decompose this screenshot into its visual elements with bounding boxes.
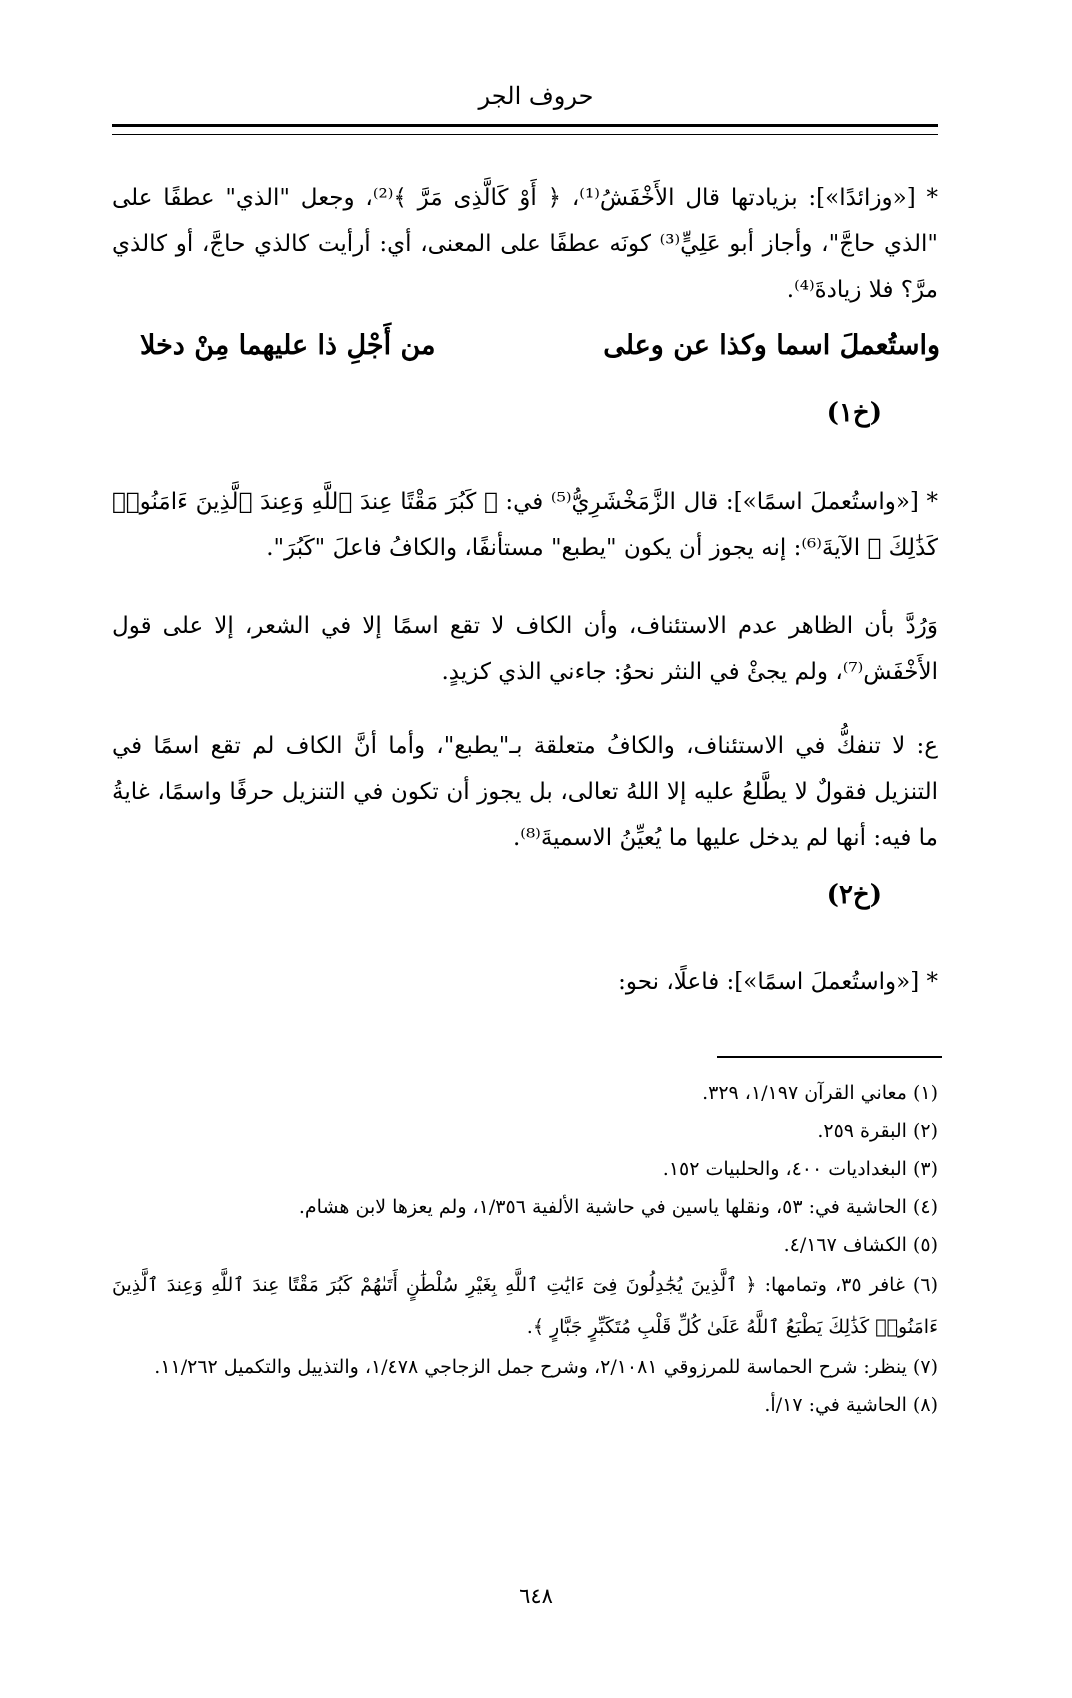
- verse-hemistich-right: واستُعملَ اسما وكذا عن وعلى: [603, 330, 940, 361]
- footnote-1: (١) معاني القرآن ١/١٩٧، ٣٢٩.: [702, 1082, 938, 1104]
- footnote-6: (٦) غافر ٣٥، وتمامها: ﴿ ٱلَّذِينَ يُجَٰدِلُونَ فِىٓ ءَايَٰتِ ٱللَّهِ بِغَيْرِ سُلْطَٰنٍ أَتَىٰهُمْ كَبُرَ مَقْتًا عِندَ ٱللَّهِ وَعِندَ ٱلَّذِينَ ءَامَنُوا۟ كَذَٰلِكَ يَطْبَعُ ٱللَّهُ عَلَىٰ كُلِّ قَلْبِ مُتَكَبِّرٍ جَبَّارٍ ﴾.: [112, 1274, 938, 1338]
- paragraph-2: * [«واستُعملَ اسمًا»]: قال الزَّمَخْشَرِيُّ⁽⁵⁾ في: ﴿ كَبُرَ مَقْتًا عِندَ ٱللَّهِ وَعِندَ ٱلَّذِينَ ءَامَنُوا۟ كَذَٰلِكَ ﴾ الآيةَ⁽⁶⁾: إنه يجوز أن يكون "يطبع" مستأنفًا، والكافُ فاعلَ "كَبُرَ".: [112, 489, 938, 561]
- footnote-5: (٥) الكشاف ٤/١٦٧.: [783, 1234, 938, 1256]
- header-rule-thin: [112, 134, 938, 135]
- paragraph-3: وَرُدَّ بأن الظاهر عدم الاستئناف، وأن الكاف لا تقع اسمًا إلا في الشعر، إلا على قول الأَخْفَش⁽⁷⁾، ولم يجئْ في النثر نحوُ: جاءني الذي كزيدٍ.: [112, 613, 938, 685]
- running-header-title: حروف الجر: [478, 82, 594, 110]
- poetry-verse: [140, 330, 940, 361]
- manuscript-marker-2: (خ٢): [826, 880, 882, 910]
- footnote-3: (٣) البغداديات ٤٠٠، والحلبيات ١٥٢.: [662, 1158, 938, 1180]
- footnote-2: (٢) البقرة ٢٥٩.: [817, 1120, 938, 1142]
- verse-hemistich-left: من أَجْلِ ذا عليهما مِنْ دخلا: [140, 330, 436, 361]
- footnote-separator: [717, 1056, 942, 1058]
- paragraph-4: ع: لا تنفكُّ في الاستئناف، والكافُ متعلقة بـ"يطبع"، وأما أنَّ الكاف لم تقع اسمًا في التنزيل فقولٌ لا يطَّلعُ عليه إلا اللهُ تعالى، بل يجوز أن تكون في التنزيل حرفًا واسمًا، غايةُ ما فيه: أنها لم يدخل عليها ما يُعيِّنُ الاسميةَ⁽⁸⁾.: [112, 733, 938, 851]
- footnote-8: (٨) الحاشية في: ١٧/أ.: [764, 1394, 938, 1416]
- footnotes-section: [112, 1074, 938, 1424]
- header-rule-thick: [112, 124, 938, 127]
- page-number: ٦٤٨: [519, 1584, 553, 1608]
- paragraph-1: * [«وزائدًا»]: بزيادتها قال الأَخْفَشُ⁽¹⁾، ﴿ أَوْ كَالَّذِى مَرَّ ﴾⁽²⁾، وجعل "الذي" عطفًا على "الذي حاجَّ"، وأجاز أبو عَلِيٍّ⁽³⁾ كونَه عطفًا على المعنى، أي: أرأيت كالذي حاجَّ، أو كالذي مرَّ؟ فلا زيادةَ⁽⁴⁾.: [112, 185, 939, 303]
- manuscript-marker-1: (خ١): [826, 398, 882, 428]
- footnote-4: (٤) الحاشية في: ٥٣، ونقلها ياسين في حاشية الألفية ١/٣٥٦، ولم يعزها لابن هشام.: [298, 1196, 938, 1218]
- footnote-7: (٧) ينظر: شرح الحماسة للمرزوقي ٢/١٠٨١، وشرح جمل الزجاجي ١/٤٧٨، والتذييل والتكميل ١١/٢٦٢.: [154, 1356, 938, 1378]
- paragraph-5: * [«واستُعملَ اسمًا»]: فاعلًا، نحو:: [618, 969, 938, 995]
